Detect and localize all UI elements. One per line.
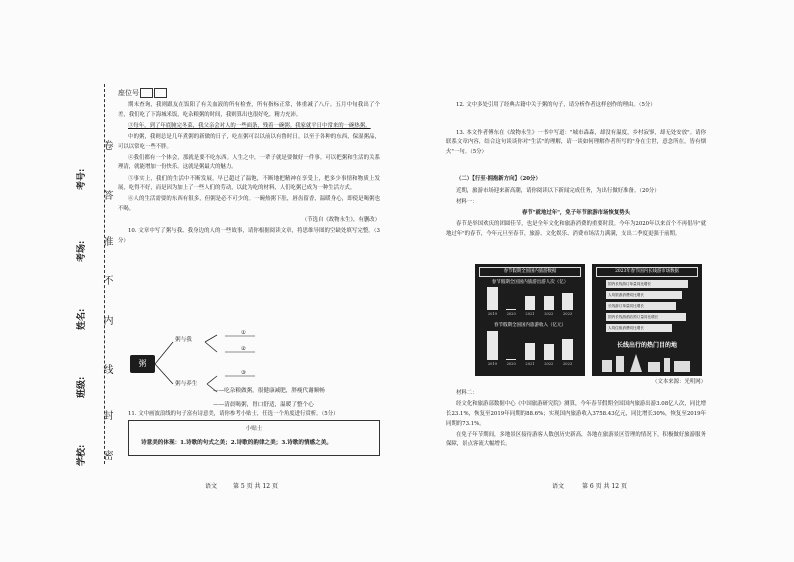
- chart-bar: [562, 293, 572, 310]
- stat-row: 国内长线游订单量同比增长: [606, 280, 688, 288]
- chart-caption: 春节假期全国国内旅游出游人次（亿）: [491, 280, 569, 285]
- seal-mark: 卷: [101, 140, 112, 150]
- tip-box: [128, 420, 380, 456]
- material-2-label: 材料二：: [456, 390, 478, 397]
- mindmap-branch: 粥与养生: [175, 381, 198, 387]
- tick-label: 2022: [544, 362, 554, 366]
- question-12: 12. 文中多处引用了经典古籍中关于粥的句子，请分析作者这样创作的理由。（5分）: [456, 102, 656, 108]
- tick-label: 2020: [506, 312, 516, 316]
- footer-left-page: 第 5 页 共 12 页: [233, 483, 278, 490]
- paragraph: 中的粥，我则总是几年煮粥的新做的日子，吃在粥可以以前以有鲁时日。以至于各种的东西，保湿粥品，可以以常吃一些不胖。: [118, 133, 380, 150]
- tick-label: 2021: [525, 362, 535, 366]
- infographic-title: 春节假期全国国内旅游数据: [479, 267, 581, 277]
- paragraph: ⑥人的生活需要的东西有很多，但粥是必不可少的。一碗热粥下肚，唇齿留香，温暖身心，即使是喝粥也不喝。: [118, 196, 380, 212]
- source-note: （文本来源：光明网）: [652, 379, 706, 385]
- paragraph: ③每年，到了年底腌完冬菜，我父亲会对人的一些面条，残着一碗粥。我家就平日中常来的一碗热粥。: [128, 122, 371, 129]
- blank-3[interactable]: ③: [241, 370, 247, 376]
- body-1: 春节是举国欢庆的团圆佳节，也是全年文化和旅游消费的重要时段。今年为2020年以来首个不再倡导"就地过年"的春节，今年元旦至春节，旅游、文化娱乐、消费市场活力满满，支出二季度更强于前期。: [446, 221, 706, 237]
- tick-label: 2023: [563, 312, 573, 316]
- right-column: [446, 101, 706, 241]
- footer-right-page: 第 6 页 共 12 页: [582, 483, 627, 490]
- class-label: 班级:: [77, 376, 87, 398]
- name-label: 姓名:: [77, 308, 87, 330]
- intro: 近期，旅游市场迎来新高潮，请你阅读以下新闻完成任务，为出行做好准备。（20分）: [456, 187, 660, 194]
- infographic-right: [592, 264, 702, 376]
- seal-mark: 内: [101, 315, 112, 325]
- chart-bar: [525, 343, 535, 360]
- stat-row: 国内长线游酒店预订量同比增长: [606, 313, 686, 321]
- section-heading: （二）【行至·拥抱新方向】（20分）: [456, 176, 541, 183]
- tick-label: 2019: [487, 312, 497, 316]
- headline: 春节"就地过年"，免子年节旅游市场恢复势头: [521, 209, 631, 216]
- tip-line: 诗意美的体现：1.诗歌的句式之美；2.诗歌的韵律之美；3.诗歌的情感之美。: [141, 440, 332, 446]
- exam-no-label: 考号:: [77, 168, 87, 190]
- chart-2: [483, 330, 577, 366]
- school-label: 学校:: [77, 444, 87, 466]
- chart-bar: [487, 331, 497, 360]
- chart-bar: [562, 339, 572, 360]
- stat-row: 长线游订单量同比增长: [606, 302, 676, 310]
- body-2: 经文化和旅游部数据中心《中国旅游研究院》测算，今年春节假期全国国内旅游出游3.08亿人次，同比增长23.1%，恢复至2019年同期的88.6%；实现国内旅游收入3758.43亿元，同比增长30%，恢复至2019年同期的73.1%。: [446, 401, 706, 427]
- seal-mark: 密: [101, 450, 112, 460]
- chart-bar: [487, 287, 497, 310]
- source-note: （节选自《故物永生》，有删改）: [301, 217, 380, 224]
- paragraph: ④我们都有一个体会，那就是要不吃东西。人生之中，一辈子就是要做好一件事。可以把粥和生活的关系理清，就能增加一份快乐。这就是粥最大的魅力。: [118, 154, 380, 171]
- tick-label: 2019: [487, 362, 497, 366]
- question-11: 11. 文中画波浪线的句子富有诗意美，请你参考小贴士，任选一个角度进行赏析。（5分）: [128, 411, 339, 417]
- tick-label: 2021: [525, 312, 535, 316]
- blank-1[interactable]: ①: [241, 330, 247, 336]
- footer-right-subject: 语文: [552, 483, 565, 490]
- right-column-bottom: [446, 378, 706, 452]
- tick-label: 2023: [563, 362, 573, 366]
- seat-box[interactable]: [154, 88, 167, 98]
- infographic-caption: 长线出行的热门目的地: [616, 342, 677, 349]
- infographic-title: 2023年春节国内长线游市场数据: [596, 267, 698, 277]
- infographic-left: [475, 264, 585, 376]
- question-13: 13. 本文作者傅东在《故物永生》一书中写道："城市森森，却没有温度，乡村寂寥，却无处安放"。请你联系文章内容，结合这句谈谈你对"生活"的理解，请一谈如何理解作者所写的"身在尘世，意念所在，皆有烟火"一句。（5分）: [446, 129, 706, 155]
- seal-mark: 答: [101, 190, 112, 200]
- paragraph: 期末查询，我则跟友在饭阳了有关血液的所有检查，所有指标正常，体重减了八斤。五月中旬我出了个差，我们吃了下海城米饭，吃杂粮粥的时间，我则算出也很好吃，精力充沛。: [118, 102, 380, 118]
- chart-bar: [506, 309, 516, 310]
- seat-number: [118, 88, 167, 98]
- tip-title: 小贴士: [245, 426, 263, 432]
- tick-label: 2022: [544, 312, 554, 316]
- seal-mark: 封: [101, 410, 112, 420]
- stat-row: 人均住宿消费同比增长: [606, 324, 672, 332]
- paragraph: ⑤事实上，我们的生活中不断发展，早已超过了温饱，不断地把精神在享受上，把多少事情和物质上发展，吃得不好，而是因为加上了一些人们的劳动，以此为吃的材料，人们吃粥已成为一种生活方式。: [118, 175, 380, 192]
- question-10: 10. 文章中写了粥与我、我身边的人的一些故事，请你根据阅读文章，将思维导图的空缺处填写完整。（3分）: [118, 228, 380, 244]
- seal-mark: 不: [101, 275, 112, 285]
- seal-mark: 准: [101, 236, 112, 246]
- mindmap-leaf: ——吃杂粮做粥，很健康减肥，胖瘦代谢顺畅: [213, 388, 325, 394]
- room-label: 考场:: [77, 240, 87, 262]
- landmarks-icon: [598, 352, 696, 372]
- footer-left-subject: 语文: [205, 483, 218, 490]
- blank-2[interactable]: ②: [241, 346, 247, 352]
- chart-caption: 春节假期全国国内旅游收入（亿元）: [494, 323, 566, 328]
- body-3: 在免子年节期间，多地景区接待游客人数创历史新高，各地在旅游景区管理的情况下，积极做好旅游服务保障，景点客流大幅增长。: [446, 431, 706, 448]
- mindmap-leaf: ——清晨喝粥，胃口舒适，温暖了整个心: [213, 402, 314, 408]
- seat-label: 座位号: [118, 89, 139, 97]
- chart-bar: [525, 296, 535, 310]
- chart-bar: [544, 296, 554, 310]
- chart-1: [483, 286, 577, 316]
- seat-box[interactable]: [140, 88, 153, 98]
- seal-mark: 线: [101, 364, 112, 374]
- left-column: [118, 101, 380, 248]
- chart-bar: [506, 359, 516, 360]
- material-1-label: 材料一：: [456, 198, 478, 205]
- tick-label: 2020: [506, 362, 516, 366]
- mindmap-center: 粥: [130, 355, 155, 373]
- mindmap-branch: 粥与我: [175, 337, 192, 343]
- chart-bar: [544, 344, 554, 360]
- stat-row: 人均旅游消费同比增长: [606, 291, 682, 299]
